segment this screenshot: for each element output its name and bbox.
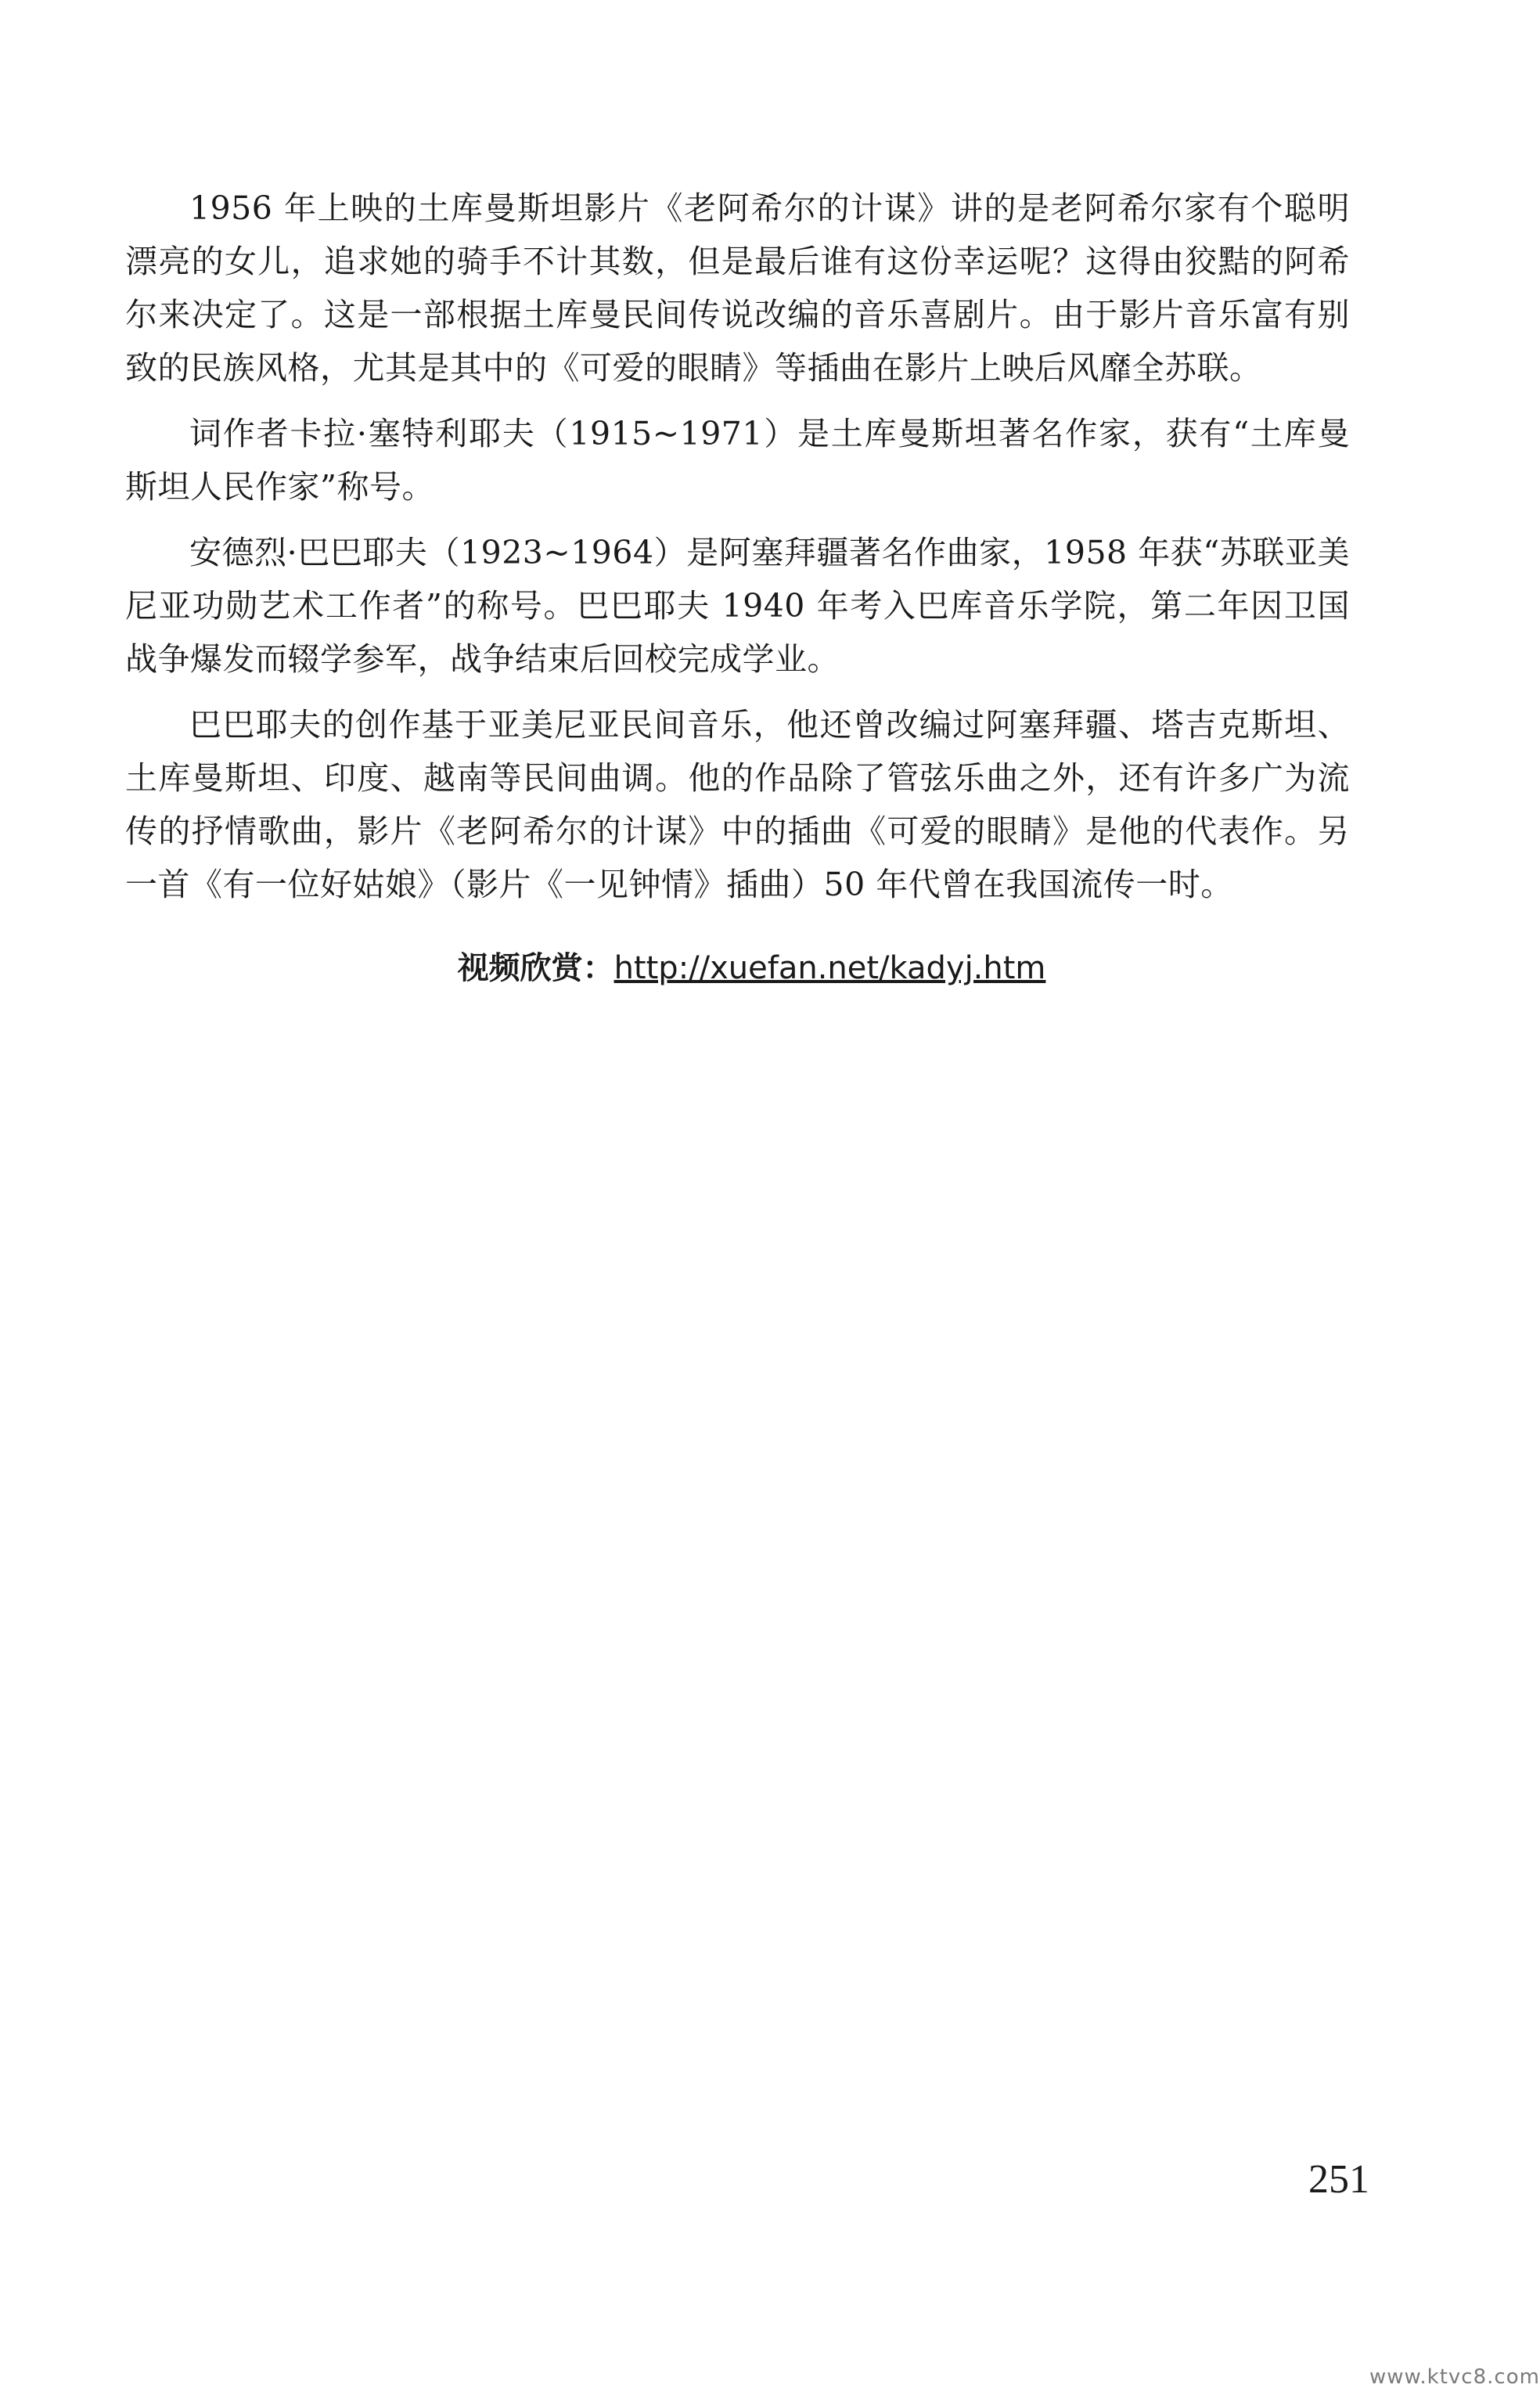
video-label: 视频欣赏： (457, 950, 614, 986)
video-line (0, 945, 1503, 992)
body-text (125, 182, 1350, 924)
paragraph-composer: 安德烈·巴巴耶夫（1923~1964）是阿塞拜疆著名作曲家，1958 年获“苏联亚美尼亚功勋艺术工作者”的称号。巴巴耶夫 1940 年考入巴库音乐学院，第二年因卫国战争爆发而辍学参军，战争结束后回校完成学业。 (125, 534, 1350, 678)
paragraph-lyricist: 词作者卡拉·塞特利耶夫（1915~1971）是土库曼斯坦著名作家，获有“土库曼斯坦人民作家”称号。 (125, 415, 1350, 506)
paragraph-film-intro: 1956 年上映的土库曼斯坦影片《老阿希尔的计谋》讲的是老阿希尔家有个聪明漂亮的女儿，追求她的骑手不计其数，但是最后谁有这份幸运呢？这得由狡黠的阿希尔来决定了。这是一部根据土库曼民间传说改编的音乐喜剧片。由于影片音乐富有别致的民族风格，尤其是其中的《可爱的眼睛》等插曲在影片上映后风靡全苏联。 (125, 189, 1350, 387)
paragraph-composer-works: 巴巴耶夫的创作基于亚美尼亚民间音乐，他还曾改编过阿塞拜疆、塔吉克斯坦、土库曼斯坦、印度、越南等民间曲调。他的作品除了管弦乐曲之外，还有许多广为流传的抒情歌曲，影片《老阿希尔的计谋》中的插曲《可爱的眼睛》是他的代表作。另一首《有一位好姑娘》（影片《一见钟情》插曲）50 年代曾在我国流传一时。 (125, 706, 1350, 903)
page-number: 251 (1308, 2157, 1369, 2202)
video-link[interactable]: http://xuefan.net/kadyj.htm (613, 950, 1046, 986)
watermark: www.ktvc8.com (1369, 2365, 1540, 2389)
